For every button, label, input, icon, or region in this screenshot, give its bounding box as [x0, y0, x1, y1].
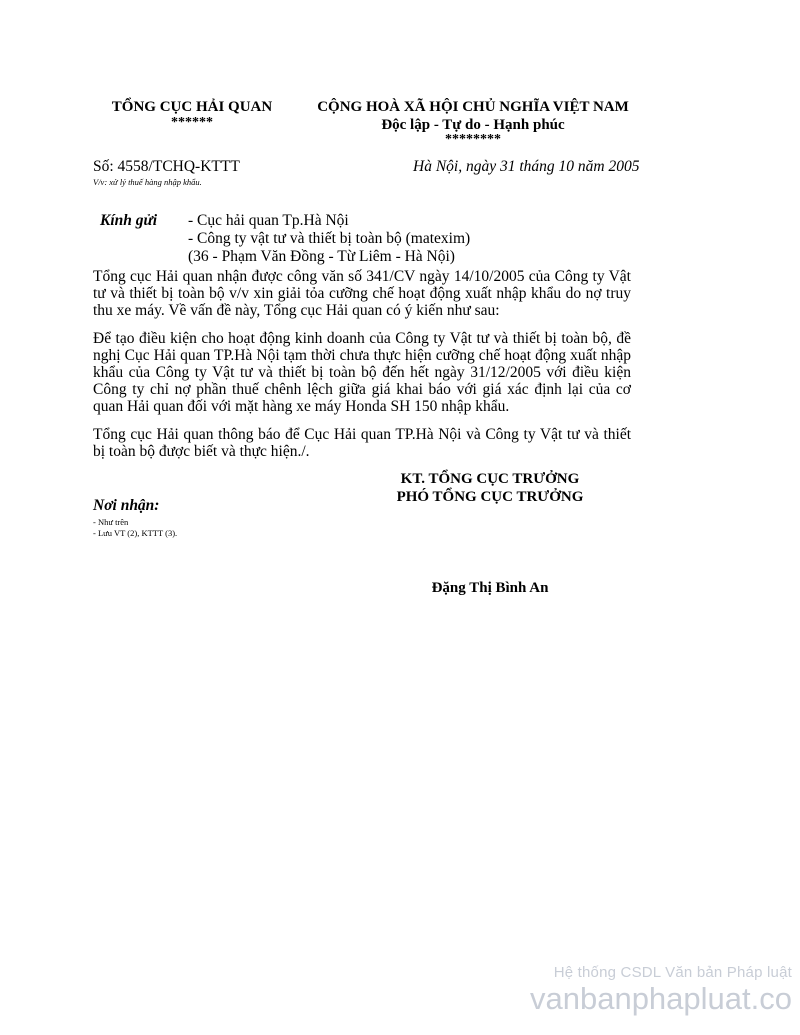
recipient-address: (36 - Phạm Văn Đồng - Từ Liêm - Hà Nội)	[188, 248, 455, 265]
distribution-item: - Lưu VT (2), KTTT (3).	[93, 528, 178, 538]
distribution-item: - Như trên	[93, 517, 129, 527]
signer-name: Đặng Thị Bình An	[431, 580, 549, 596]
national-motto: Độc lập - Tự do - Hạnh phúc	[381, 117, 565, 133]
country-name: CỘNG HOÀ XÃ HỘI CHỦ NGHĨA VIỆT NAM	[317, 99, 629, 115]
document-subject: V/v: xử lý thuế hàng nhập khẩu.	[93, 177, 202, 187]
watermark-domain: vanbanphapluat.co	[529, 981, 792, 1016]
recipients-list	[188, 212, 470, 266]
issuing-agency-header	[92, 98, 292, 130]
distribution-list	[93, 517, 177, 539]
recipients-label: Kính gửi	[100, 212, 158, 229]
body-paragraph: Tổng cục Hải quan thông báo để Cục Hải quan TP.Hà Nội và Công ty Vật tư và thiết bị toàn bộ được biết và thực hiện./.	[93, 426, 631, 460]
agency-name: TỔNG CỤC HẢI QUAN	[111, 99, 273, 115]
agency-separator: ******	[171, 115, 213, 130]
signature-title	[383, 470, 597, 506]
signature-title-line: PHÓ TỔNG CỤC TRƯỞNG	[396, 489, 584, 505]
watermark-tagline: Hệ thống CSDL Văn bản Pháp luật	[553, 964, 792, 981]
distribution-label: Nơi nhận:	[93, 497, 160, 514]
recipient-item: - Cục hải quan Tp.Hà Nội	[188, 212, 349, 229]
place-and-date: Hà Nội, ngày 31 tháng 10 năm 2005	[413, 158, 640, 175]
motto-separator: ********	[445, 132, 501, 147]
body-paragraph: Để tạo điều kiện cho hoạt động kinh doanh của Công ty Vật tư và thiết bị toàn bộ, đề nghị Cục Hải quan TP.Hà Nội tạm thời chưa thực hiện cưỡng chế hoạt động xuất nhập khẩu của Công ty Vật tư và thiết bị toàn bộ đến hết ngày 31/12/2005 với điều kiện Công ty chỉ nợ phần thuế chênh lệch giữa giá khai báo với giá xác định lại của cơ quan Hải quan đối với mặt hàng xe máy Honda SH 150 nhập khẩu.	[93, 330, 631, 415]
body-paragraph: Tổng cục Hải quan nhận được công văn số 341/CV ngày 14/10/2005 của Công ty Vật tư và thiết bị toàn bộ v/v xin giải tỏa cưỡng chế hoạt động xuất nhập khẩu do nợ truy thu xe máy. Về vấn đề này, Tổng cục Hải quan có ý kiến như sau:	[93, 268, 631, 319]
document-number: Số: 4558/TCHQ-KTTT	[93, 158, 240, 175]
national-header	[300, 98, 646, 146]
site-watermark	[530, 964, 792, 1016]
signature-title-line: KT. TỔNG CỤC TRƯỞNG	[400, 471, 580, 487]
recipient-item: - Công ty vật tư và thiết bị toàn bộ (matexim)	[188, 230, 471, 247]
